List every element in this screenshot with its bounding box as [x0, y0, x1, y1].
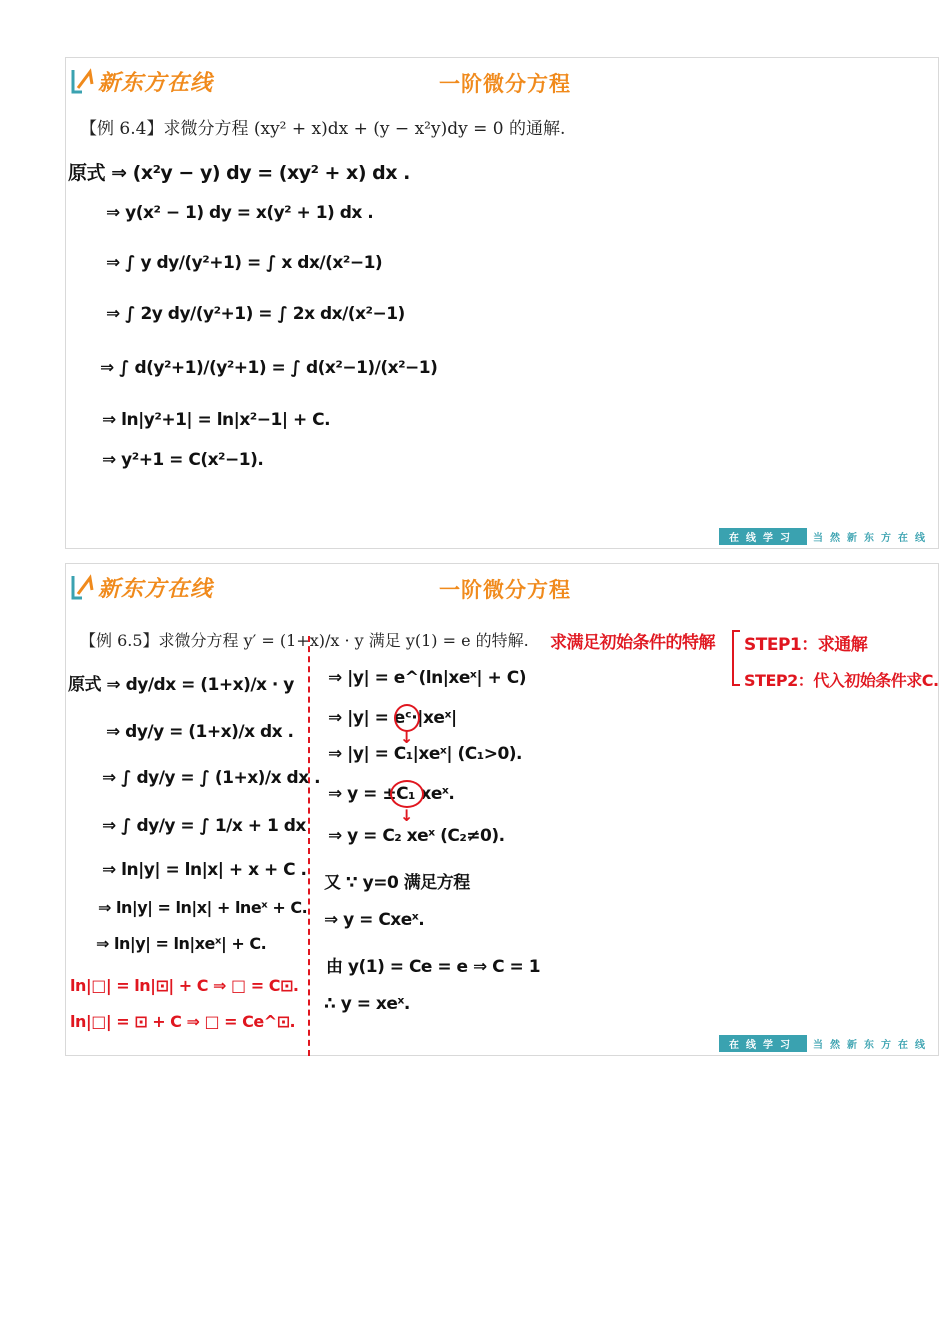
logo-text: 新东方在线 [98, 70, 214, 96]
right-line: ⇒ |y| = C₁|xeˣ| (C₁>0). [328, 744, 523, 764]
right-line: ⇒ |y| = e^(ln|xeˣ| + C) [328, 668, 526, 688]
footer-box: 在线学习 [719, 528, 807, 545]
left-line: 原式 ⇒ dy/dx = (1+x)/x · y [68, 675, 294, 695]
left-line: ⇒ ln|y| = ln|x| + lneˣ + C. [98, 898, 308, 917]
left-line: ⇒ ln|y| = ln|x| + x + C . [102, 860, 307, 880]
logo [70, 570, 213, 604]
left-line: ⇒ ∫ dy/y = ∫ 1/x + 1 dx [102, 816, 306, 836]
logo-icon [70, 572, 96, 602]
step1-note: STEP1：求通解 [744, 635, 868, 655]
right-line: 又 ∵ y=0 满足方程 [324, 873, 470, 893]
right-line: ⇒ y = ±C₁ xeˣ. [328, 784, 455, 804]
red-circle-annotation [390, 780, 424, 808]
solution-line: ⇒ ln|y²+1| = ln|x²−1| + C. [102, 410, 331, 430]
right-line: 由 y(1) = Ce = e ⇒ C = 1 [326, 957, 541, 977]
right-line: ∴ y = xeˣ. [324, 994, 410, 1014]
left-line: ⇒ ∫ dy/y = ∫ (1+x)/x dx . [102, 768, 321, 788]
red-bracket [732, 630, 740, 686]
solution-line: ⇒ ∫ y dy/(y²+1) = ∫ x dx/(x²−1) [106, 253, 383, 273]
slide-example-6-4 [65, 57, 939, 549]
down-arrow-icon: ↓ [400, 728, 414, 747]
slide-example-6-5 [65, 563, 939, 1056]
problem-statement: 【例 6.5】求微分方程 y′ = (1+x)/x · y 满足 y(1) = e 的特解. [80, 631, 529, 650]
right-line: ⇒ y = Cxeˣ. [324, 910, 425, 930]
solution-line: ⇒ y²+1 = C(x²−1). [102, 450, 264, 470]
solution-line: ⇒ y(x² − 1) dy = x(y² + 1) dx . [106, 203, 374, 223]
solution-line: ⇒ ∫ d(y²+1)/(y²+1) = ∫ d(x²−1)/(x²−1) [100, 358, 438, 378]
solution-line: 原式 ⇒ (x²y − y) dy = (xy² + x) dx . [68, 162, 410, 184]
red-rule: ln|□| = ⊡ + C ⇒ □ = Ce^⊡. [70, 1012, 296, 1031]
right-line: ⇒ y = C₂ xeˣ (C₂≠0). [328, 826, 505, 846]
down-arrow-icon: ↓ [400, 806, 414, 825]
logo [70, 64, 213, 98]
logo-text: 新东方在线 [98, 576, 214, 602]
slide-title: 一阶微分方程 [439, 72, 571, 96]
right-line: ⇒ |y| = eᶜ·|xeˣ| [328, 708, 457, 728]
red-rule: ln|□| = ln|⊡| + C ⇒ □ = C⊡. [70, 976, 299, 995]
footer [719, 1035, 932, 1052]
footer-text: 当然新东方在线 [813, 1040, 932, 1051]
step2-note: STEP2：代入初始条件求C. [744, 671, 939, 690]
divider-line [308, 636, 310, 1056]
red-note: 求满足初始条件的特解 [550, 633, 715, 653]
logo-icon [70, 66, 96, 96]
left-line: ⇒ dy/y = (1+x)/x dx . [106, 722, 294, 742]
footer-text: 当然新东方在线 [813, 533, 932, 544]
left-line: ⇒ ln|y| = ln|xeˣ| + C. [96, 934, 267, 953]
footer [719, 528, 932, 545]
footer-box: 在线学习 [719, 1035, 807, 1052]
problem-statement: 【例 6.4】求微分方程 (xy² + x)dx + (y − x²y)dy = 0 的通解. [80, 119, 566, 139]
slide-title: 一阶微分方程 [439, 578, 571, 602]
solution-line: ⇒ ∫ 2y dy/(y²+1) = ∫ 2x dx/(x²−1) [106, 304, 405, 324]
